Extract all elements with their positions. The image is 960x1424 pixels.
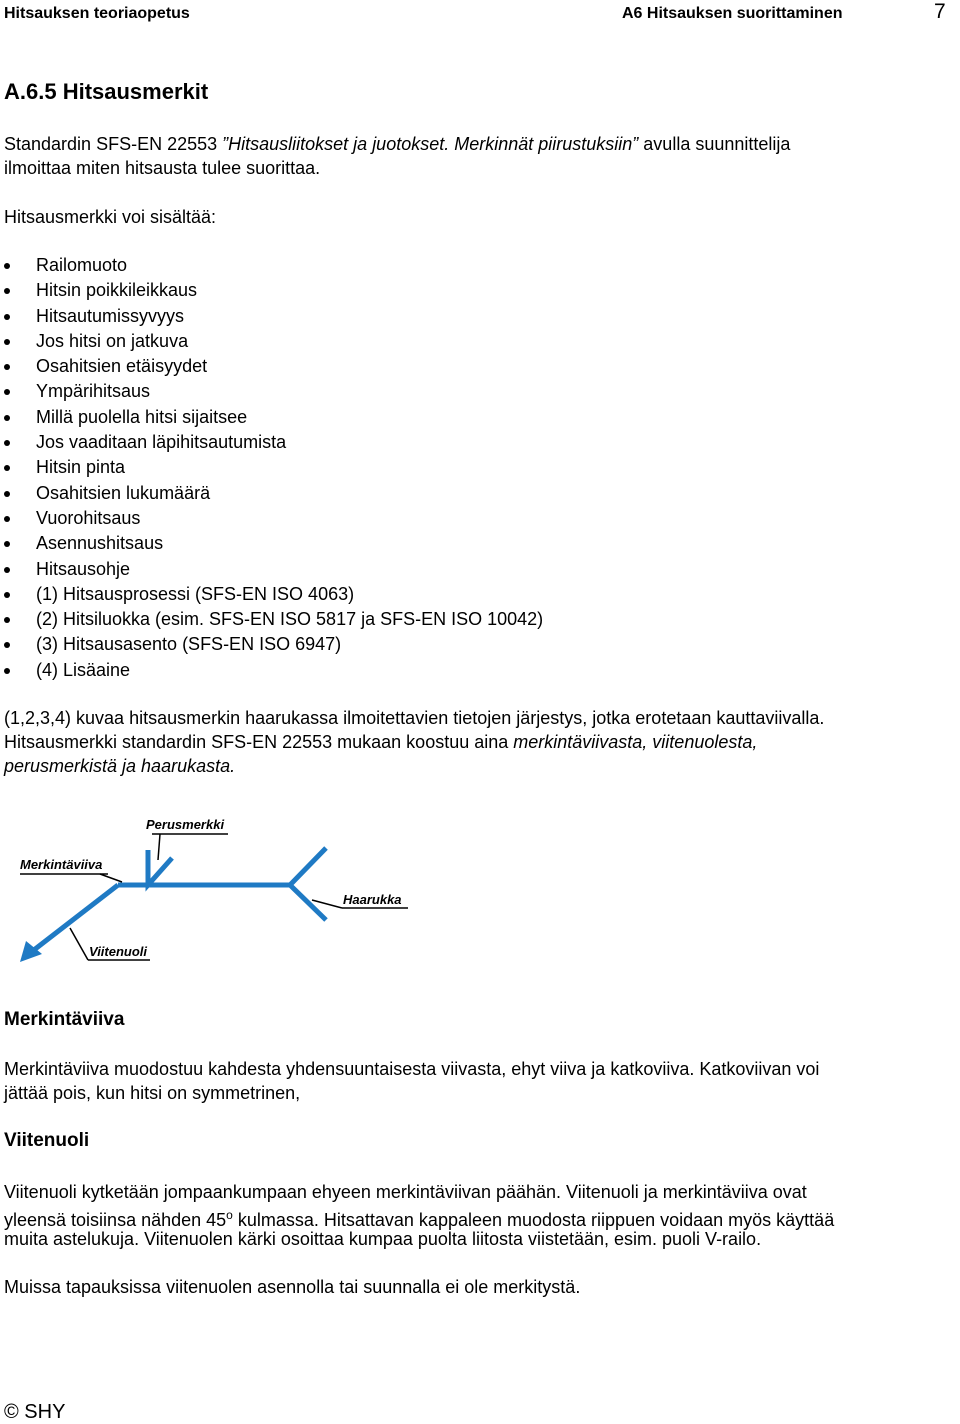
list-item: Hitsautumissyvyys [0, 304, 543, 329]
heading-merkintaviiva: Merkintäviiva [4, 1009, 125, 1030]
merkintaviiva-line-2: jättää pois, kun hitsi on symmetrinen, [4, 1083, 301, 1103]
viitenuoli-line-4: Muissa tapauksissa viitenuolen asennolla tai suunnalla ei ole merkitystä. [4, 1277, 581, 1297]
list-item: (2) Hitsiluokka (esim. SFS-EN ISO 5817 ja SFS-EN ISO 10042) [0, 607, 543, 632]
bullet-icon [4, 440, 10, 446]
label-haarukka: Haarukka [343, 892, 402, 907]
list-intro: Hitsausmerkki voi sisältää: [4, 207, 217, 227]
page-number: 7 [934, 0, 946, 23]
bullet-icon [4, 364, 10, 370]
footer-copyright: © SHY [4, 1401, 66, 1423]
para2-line-2: Hitsausmerkki standardin SFS-EN 22553 mukaan koostuu aina merkintäviivasta, viitenuolesta, [4, 732, 758, 752]
bullet-icon [4, 617, 10, 623]
bullet-icon [4, 516, 10, 522]
list-item: Asennushitsaus [0, 531, 543, 556]
bullet-icon [4, 465, 10, 471]
merkintaviiva-line-1: Merkintäviiva muodostuu kahdesta yhdensuuntaisesta viivasta, ehyt viiva ja katkoviiva. Katkoviivan voi [4, 1059, 820, 1079]
bullet-icon [4, 288, 10, 294]
list-item: Millä puolella hitsi sijaitsee [0, 405, 543, 430]
intro-text-c: avulla suunnittelija [638, 134, 791, 154]
list-item: Jos hitsi on jatkuva [0, 329, 543, 354]
intro-line-1 [4, 132, 790, 156]
heading-viitenuoli: Viitenuoli [4, 1130, 90, 1151]
bullet-icon [4, 541, 10, 547]
viitenuoli-line-3: muita astelukuja. Viitenuolen kärki osoittaa kumpaa puolta liitosta viistetään, esim. puoli V-railo. [4, 1229, 762, 1249]
bullet-icon [4, 314, 10, 320]
bullet-icon [4, 491, 10, 497]
para2-line-1: (1,2,3,4) kuvaa hitsausmerkin haarukassa ilmoitettavien tietojen järjestys, jotka erotetaan kauttaviivalla. [4, 708, 825, 728]
viitenuoli-line-2: yleensä toisiinsa nähden 45$^o$ kulmassa. Hitsattavan kappaleen muodosta riippuen voidaan myös käyttää [4, 1208, 835, 1230]
list-item: (1) Hitsausprosessi (SFS-EN ISO 4063) [0, 582, 543, 607]
list-item: Jos vaaditaan läpihitsautumista [0, 430, 543, 455]
bullet-icon [4, 668, 10, 674]
intro-text-a: Standardin SFS-EN 22553 [4, 134, 223, 154]
label-perusmerkki: Perusmerkki [146, 817, 225, 832]
bullet-icon [4, 642, 10, 648]
weld-symbol-diagram [0, 800, 420, 980]
list-item: (3) Hitsausasento (SFS-EN ISO 6947) [0, 632, 543, 657]
label-merkintaviiva: Merkintäviiva [20, 857, 103, 872]
intro-line-2: ilmoittaa miten hitsausta tulee suorittaa. [4, 158, 321, 178]
list-item: Vuorohitsaus [0, 506, 543, 531]
tail-upper [290, 848, 326, 885]
list-item: Railomuoto [0, 253, 543, 278]
header-center: A6 Hitsauksen suorittaminen [622, 5, 843, 22]
list-item: Osahitsien lukumäärä [0, 481, 543, 506]
bullet-icon [4, 415, 10, 421]
section-title: A.6.5 Hitsausmerkit [4, 79, 209, 104]
list-item: Hitsin poikkileikkaus [0, 278, 543, 303]
basic-symbol [148, 850, 172, 885]
intro-text-italic: ”Hitsausliitokset ja juotokset. Merkinnät piirustuksiin” [222, 134, 639, 154]
bullet-icon [4, 389, 10, 395]
bullet-icon [4, 592, 10, 598]
list-item: Ympärihitsaus [0, 379, 543, 404]
list-item: Hitsausohje [0, 557, 543, 582]
label-viitenuoli: Viitenuoli [89, 944, 148, 959]
viitenuoli-line-1: Viitenuoli kytketään jompaankumpaan ehyeen merkintäviivan päähän. Viitenuoli ja merkintäviiva ovat [4, 1182, 807, 1202]
list-item: (4) Lisäaine [0, 658, 543, 683]
list-item: Hitsin pinta [0, 455, 543, 480]
list-item: Osahitsien etäisyydet [0, 354, 543, 379]
para2-line-3: perusmerkistä ja haarukasta. [4, 756, 236, 776]
header-left: Hitsauksen teoriaopetus [4, 5, 190, 22]
bullet-icon [4, 567, 10, 573]
arrow-line [30, 885, 118, 953]
bullet-icon [4, 339, 10, 345]
bullet-icon [4, 263, 10, 269]
content-list [0, 253, 543, 683]
